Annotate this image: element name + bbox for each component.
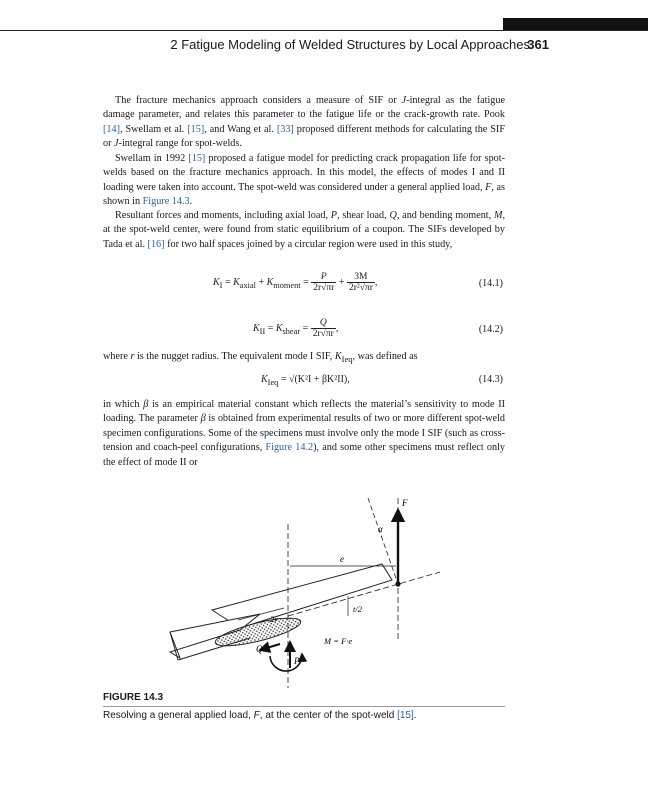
reference-link[interactable]: [33]: [276, 123, 294, 135]
reference-link[interactable]: [16]: [147, 238, 165, 250]
reference-link[interactable]: [15]: [397, 710, 414, 721]
paragraph-2: Swellam in 1992 [15] proposed a fatigue model for predicting crack propagation life for spot-welds based on the fracture mechanics approach. In this model, the effects of modes I and II loading were taken into account. The spot-weld was considered under a general applied load, F, as shown in Figure 14.3.: [103, 153, 506, 208]
running-title: 2 Fatigue Modeling of Welded Structures by Local Approaches: [170, 37, 530, 52]
eq1-fraction-2: $\frac{3M}{\text{2r²√πr}}$: [348, 272, 373, 293]
equation-number-14-3: (14.3): [478, 374, 503, 385]
label-alpha: α: [378, 524, 383, 534]
label-Q: Q: [256, 644, 263, 654]
reference-link[interactable]: [15]: [187, 123, 205, 135]
eq2-fraction: $\frac{Q}{2r√\pi r}$: [312, 318, 334, 339]
equation-number-14-2: (14.2): [478, 324, 503, 335]
label-t-half: t/2: [353, 604, 362, 614]
paragraph-3: Resultant forces and moments, including axial load, P, shear load, Q, and bending moment, M, at the spot-weld center, were found from static equilibrium of a coupon. The SIFs developed by Tada et al. [16] for two half spaces joined by a circular region were used in this study,: [103, 210, 506, 250]
header-rule: [0, 30, 648, 31]
paragraph-1: The fracture mechanics approach considers a measure of SIF or J-integral as the fatigue damage parameter, and relates this parameter to the fatigue life or the crack-growth rate. Pook [14], Swellam et al. [15], and Wang et al. [33] proposed different methods for calculating the SIF or J-integral range for spot-welds.: [103, 95, 505, 150]
reference-link[interactable]: [14]: [103, 123, 120, 135]
q-arrow: [260, 644, 280, 650]
reference-link[interactable]: Figure 14.3: [142, 196, 190, 208]
caption-label: FIGURE 14.3: [103, 692, 164, 703]
label-F: F: [402, 498, 408, 508]
figure-14-3: [150, 492, 450, 694]
equation-number-14-1: (14.1): [478, 278, 503, 289]
label-e: e: [340, 554, 344, 564]
reference-link[interactable]: [15]: [188, 153, 206, 164]
paragraph-4: where r is the nugget radius. The equivalent mode I SIF, $K_{Ieq}$, was defined as: [103, 351, 418, 365]
label-P: P: [294, 656, 300, 666]
paragraph-5: in which β is an empirical material constant which reflects the material’s sensitivity to mode II loading. The parameter β is obtained from experimental results of two or more different spot-weld specimen configurations. Some of the specimens must involve only the mode I SIF (such as cross-tension and coach-peel configurations, Figure 14.2), and some other specimens must reflect only the effect of mode II or: [103, 399, 506, 468]
header-bar: [503, 18, 648, 30]
eq1-fraction-1: $\frac{P}{2r√\pi r}$: [313, 272, 335, 293]
label-moment: M = F·e: [324, 636, 353, 646]
running-header: [0, 37, 648, 55]
caption-text: Resolving a general applied load, F, at the center of the spot-weld [15].: [103, 706, 505, 721]
label-2r: 2r: [270, 614, 278, 624]
spot-weld-diagram: [150, 492, 450, 694]
reference-link[interactable]: Figure 14.2: [265, 442, 314, 454]
figure-caption: [103, 692, 505, 721]
page-number: 361: [527, 37, 549, 52]
